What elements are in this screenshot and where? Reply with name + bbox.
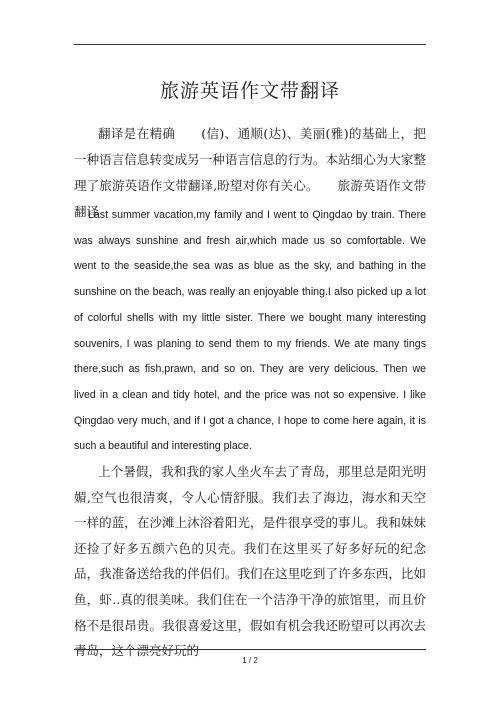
document-title: 旅游英语作文带翻译 (159, 80, 340, 102)
page-number: 1 / 2 (242, 656, 258, 665)
english-essay-paragraph: Last summer vacation,my family and I went to Qingdao by train. There was always sunshine and fresh air,which made us so comfortable. We went to the seaside,the sea was as blue as the sky, and bathing in the sunshine on the beach, was really an enjoyable thing.I also picked up a lot of colorful shells with my little sister. There we bought many interesting souvenirs, I was planing to send them to my friends. We ate many tings there,such as fish,prawn, and so on. They are very delicious. Then we lived in a clean and tidy hotel, and the price was not so expensive. I like Qingdao very much, and if I got a chance, I hope to come here again, it is such a beautiful and interesting place. (74, 209, 426, 453)
footer-rule (74, 649, 426, 650)
header-rule (74, 44, 426, 45)
intro-paragraph: 翻译是在精确 (信)、通顺(达)、美丽(雅)的基础上，把一种语言信息转变成另一种语言信息的行为。本站细心为大家整理了旅游英语作文带翻译,盼望对你有关心。 旅游英语作文带翻译 (74, 126, 426, 219)
chinese-translation-paragraph: 上个暑假，我和我的家人坐火车去了青岛，那里总是阳光明媚,空气也很清爽，令人心情舒服。我们去了海边，海水和天空一样的蓝，在沙滩上沐浴着阳光，是件很享受的事儿。我和妹妹还捡了好多五颜六色的贝壳。我们在这里买了好多好玩的纪念品，我准备送给我的伴侣们。我们在这里吃到了许多东西，比如鱼，虾..真的很美味。我们住在一个洁净干净的旅馆里，而且价格不是很昂贵。我很喜爱这里，假如有机会我还盼望可以再次去青岛，这个漂亮好玩的 (74, 464, 426, 659)
